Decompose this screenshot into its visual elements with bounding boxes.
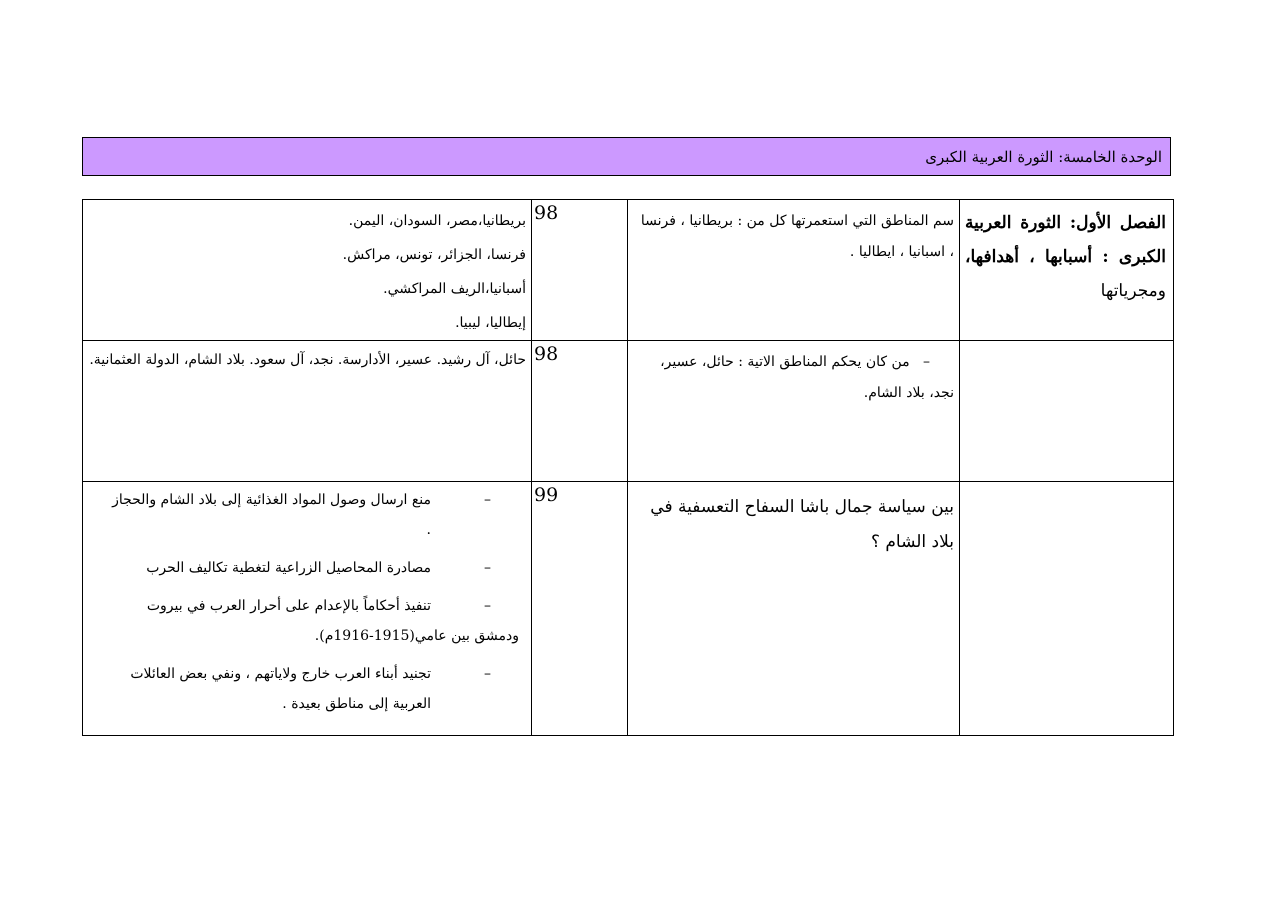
list-item <box>83 689 531 719</box>
question-text: سم المناطق التي استعمرتها كل من : بريطانيا ، فرنسا ، اسبانيا ، ايطاليا . <box>640 213 954 260</box>
chapter-title <box>960 200 1173 308</box>
page-number: 98 <box>534 202 559 224</box>
answer-list <box>83 200 531 340</box>
dash-marker: – <box>484 560 491 576</box>
dash-marker: – <box>484 666 491 682</box>
question-text <box>628 341 959 409</box>
answer-line: فرنسا، الجزائر، تونس، مراكش. <box>342 247 526 263</box>
table-row <box>83 482 1174 736</box>
chapter-cell <box>960 482 1174 736</box>
bullet-text: ودمشق بين عامي(1915-1916م). <box>314 628 519 644</box>
chapter-title-bold: الفصل الأول: الثورة العربية الكبرى : أسبابها ، أهدافها، <box>965 213 1166 267</box>
answer-cell <box>83 200 532 341</box>
question-cell <box>628 482 960 736</box>
list-item <box>83 553 531 583</box>
bullet-text: تجنيد أبناء العرب خارج ولاياتهم ، ونفي بعض العائلات <box>130 666 431 682</box>
table-row <box>83 341 1174 482</box>
bullet-text: مصادرة المحاصيل الزراعية لتغطية تكاليف الحرب <box>146 560 431 576</box>
list-item <box>83 591 531 621</box>
answer-line: أسبانيا،الريف المراكشي. <box>383 281 526 297</box>
answer-line: إيطاليا، ليبيا. <box>455 315 526 331</box>
unit-title: الوحدة الخامسة: الثورة العربية الكبرى <box>82 137 1171 176</box>
dash-marker: – <box>484 492 491 508</box>
bullet-text: . <box>426 522 431 538</box>
list-item <box>83 621 531 651</box>
page-cell <box>532 200 628 341</box>
chapter-title-plain: ومجرياتها <box>1100 281 1166 301</box>
table-row <box>83 200 1174 341</box>
answer-text: حائل، آل رشيد. عسير، الأدارسة. نجد، آل سعود. بلاد الشام، الدولة العثمانية. <box>89 352 526 368</box>
answer-cell <box>83 341 532 482</box>
page-cell <box>532 341 628 482</box>
dash-marker: – <box>923 354 930 370</box>
chapter-cell <box>960 200 1174 341</box>
bullet-text: تنفيذ أحكاماً بالإعدام على أحرار العرب في بيروت <box>146 598 431 614</box>
bullet-text: منع ارسال وصول المواد الغذائية إلى بلاد الشام والحجاز <box>112 492 431 508</box>
chapter-cell <box>960 341 1174 482</box>
lesson-table <box>82 199 1174 736</box>
page-cell <box>532 482 628 736</box>
answer-cell <box>83 482 532 736</box>
page-number: 98 <box>534 343 559 365</box>
bullet-text: العربية إلى مناطق بعيدة . <box>282 696 431 712</box>
answer-line: بريطانيا،مصر، السودان، اليمن. <box>348 213 526 229</box>
question-text: بين سياسة جمال باشا السفاح التعسفية في بلاد الشام ؟ <box>650 497 954 552</box>
list-item <box>83 659 531 689</box>
dash-marker: – <box>484 598 491 614</box>
list-item <box>83 515 531 545</box>
answer-bullets <box>83 482 531 719</box>
page-number: 99 <box>534 484 559 506</box>
list-item <box>83 485 531 515</box>
question-cell <box>628 200 960 341</box>
question-body: من كان يحكم المناطق الاتية : حائل، عسير، نجد، بلاد الشام. <box>660 354 954 401</box>
question-cell <box>628 341 960 482</box>
